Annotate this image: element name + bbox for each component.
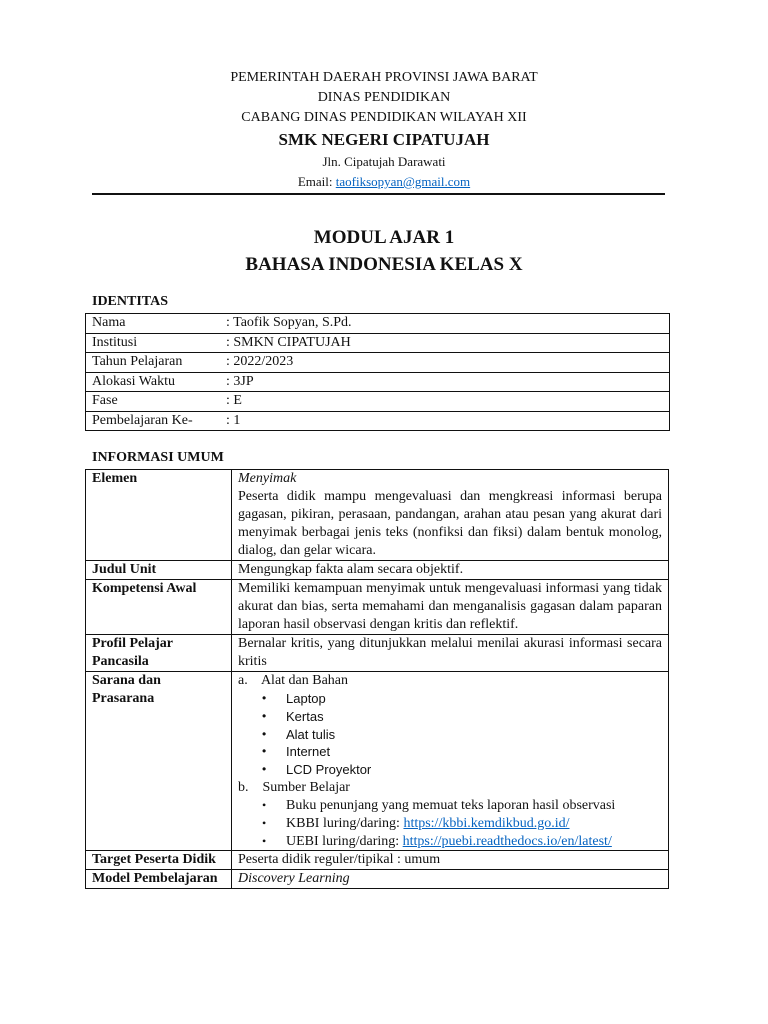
kbbi-link[interactable]: https://kbbi.kemdikbud.go.id/ — [403, 815, 570, 831]
identitas-table — [85, 313, 670, 431]
informasi-table — [85, 469, 669, 889]
sumber-list — [238, 797, 662, 850]
list-item: • Internet — [262, 743, 662, 761]
informasi-heading: INFORMASI UMUM — [92, 450, 224, 465]
email-link[interactable]: taofiksopyan@gmail.com — [335, 174, 471, 189]
list-item — [262, 833, 662, 851]
identitas-value: : 3JP — [220, 372, 670, 392]
header-divider — [92, 193, 665, 195]
table-row — [86, 372, 670, 392]
identitas-heading: IDENTITAS — [92, 294, 168, 309]
table-row — [86, 851, 669, 870]
module-title — [0, 224, 768, 278]
list-item — [262, 815, 662, 833]
table-row — [86, 411, 670, 431]
identitas-label: Institusi — [86, 333, 221, 353]
profil-label: Profil Pelajar Pancasila — [86, 635, 232, 672]
identitas-value: : SMKN CIPATUJAH — [220, 333, 670, 353]
table-row — [86, 561, 669, 580]
profil-text: Bernalar kritis, yang ditunjukkan melalui menilai akurasi informasi secara kritis — [232, 635, 669, 672]
sarana-a-heading: a. Alat dan Bahan — [238, 673, 349, 688]
judul-label: Judul Unit — [86, 561, 232, 580]
elemen-cell — [232, 470, 669, 561]
elemen-title: Menyimak — [238, 471, 297, 486]
table-row — [86, 635, 669, 672]
model-label: Model Pembelajaran — [86, 870, 232, 889]
identitas-label: Alokasi Waktu — [86, 372, 221, 392]
table-row — [86, 314, 670, 334]
uebi-label: UEBI luring/daring: — [286, 833, 403, 849]
kompetensi-label: Kompetensi Awal — [86, 580, 232, 635]
letterhead — [0, 68, 768, 191]
identitas-label: Pembelajaran Ke- — [86, 411, 221, 431]
sarana-cell — [232, 672, 669, 851]
table-row — [86, 353, 670, 373]
table-row — [86, 672, 669, 851]
letterhead-agency: DINAS PENDIDIKAN — [317, 90, 451, 105]
list-item: • Alat tulis — [262, 726, 662, 744]
letterhead-address: Jln. Cipatujah Darawati — [322, 154, 446, 169]
list-item: • Buku penunjang yang memuat teks laporan hasil observasi — [262, 797, 662, 815]
identitas-label: Fase — [86, 392, 221, 412]
table-row — [86, 580, 669, 635]
identitas-value: : E — [220, 392, 670, 412]
identitas-value: : 1 — [220, 411, 670, 431]
target-text: Peserta didik reguler/tipikal : umum — [232, 851, 669, 870]
table-row — [86, 470, 669, 561]
letterhead-school: SMK NEGERI CIPATUJAH — [278, 130, 490, 149]
letterhead-email-line — [0, 172, 768, 191]
email-label: Email: — [297, 174, 336, 189]
list-item: • Laptop — [262, 690, 662, 708]
list-item: • LCD Proyektor — [262, 761, 662, 779]
table-row — [86, 392, 670, 412]
module-title-line2: BAHASA INDONESIA KELAS X — [245, 254, 523, 275]
identitas-value: : Taofik Sopyan, S.Pd. — [220, 314, 670, 334]
alat-list — [238, 690, 662, 779]
elemen-text: Peserta didik mampu mengevaluasi dan mengkreasi informasi berupa gagasan, pikiran, perasaan, pandangan, arahan atau pesan yang akurat dari menyimak berbagai jenis teks (nonfiksi dan fiksi) dalam bentuk monolog, dialog, dan gelar wicara. — [238, 489, 662, 558]
table-row — [86, 870, 669, 889]
sarana-b-heading: b. Sumber Belajar — [238, 779, 350, 795]
module-title-line1: MODUL AJAR 1 — [313, 227, 455, 248]
identitas-label: Nama — [86, 314, 221, 334]
table-row — [86, 333, 670, 353]
list-item: • Kertas — [262, 708, 662, 726]
letterhead-government: PEMERINTAH DAERAH PROVINSI JAWA BARAT — [230, 70, 538, 85]
elemen-label: Elemen — [86, 470, 232, 561]
sarana-label: Sarana dan Prasarana — [86, 672, 232, 851]
target-label: Target Peserta Didik — [86, 851, 232, 870]
identitas-label: Tahun Pelajaran — [86, 353, 221, 373]
kompetensi-text: Memiliki kemampuan menyimak untuk mengevaluasi informasi yang tidak akurat dan bias, serta memahami dan menganalisis gagasan dalam paparan laporan hasil observasi dengan kritis dan reflektif. — [232, 580, 669, 635]
model-text: Discovery Learning — [232, 870, 669, 889]
kbbi-label: KBBI luring/daring: — [286, 815, 404, 831]
letterhead-branch: CABANG DINAS PENDIDIKAN WILAYAH XII — [241, 110, 527, 125]
uebi-link[interactable]: https://puebi.readthedocs.io/en/latest/ — [402, 833, 612, 849]
identitas-value: : 2022/2023 — [220, 353, 670, 373]
judul-text: Mengungkap fakta alam secara objektif. — [232, 561, 669, 580]
